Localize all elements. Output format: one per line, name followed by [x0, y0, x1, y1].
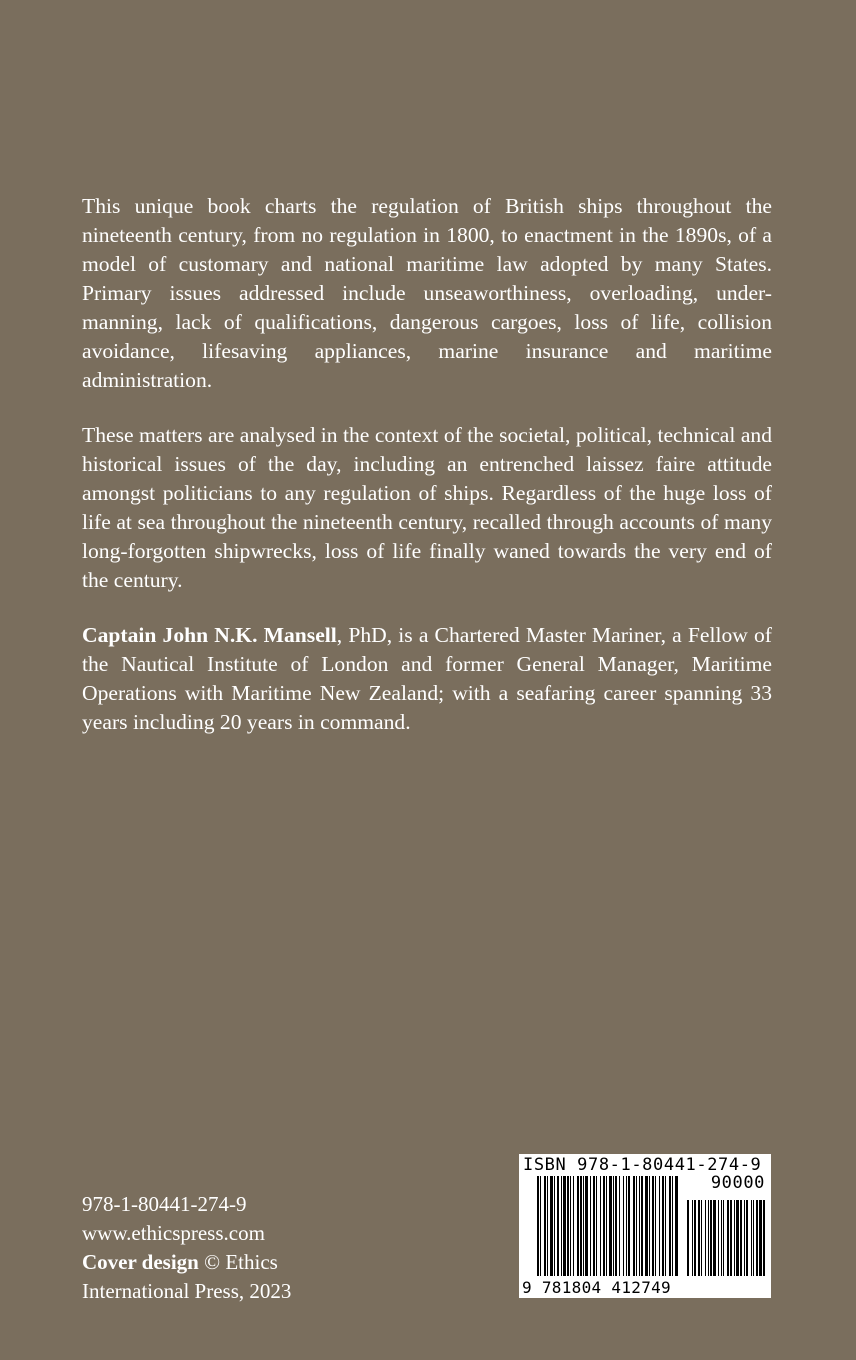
cover-design-owner: © Ethics: [198, 1250, 278, 1274]
barcode-bar: [751, 1200, 752, 1276]
barcode-bar: [590, 1176, 591, 1276]
barcode-bar: [759, 1200, 762, 1276]
barcode-bar: [713, 1200, 716, 1276]
barcode-bar: [659, 1176, 660, 1276]
author-bio-text: , PhD, is a Chartered Master Mariner, a Fellow of the Nautical Institute of London and former General Manager, Maritime Operations with Maritime New Zealand; with a seafaring career spanning 33 years including 20 years in command.: [82, 623, 772, 734]
barcode-bar: [675, 1176, 678, 1276]
barcode-price-code: 90000: [710, 1173, 765, 1193]
cover-design-credit: [82, 1248, 291, 1277]
barcode-bar: [593, 1176, 595, 1276]
blurb-paragraph-1: This unique book charts the regulation of British ships throughout the nineteenth century, from no regulation in 1800, to enactment in the 1890s, of a model of customary and national maritime law adopted by many States. Primary issues addressed include unseaworthiness, overloading, under-manning, lack of qualifications, dangerous cargoes, loss of life, collision avoidance, lifesaving appliances, marine insurance and maritime administration.: [82, 194, 772, 392]
barcode-bar: [570, 1176, 571, 1276]
barcode-bar: [580, 1176, 582, 1276]
barcode-bar: [669, 1176, 671, 1276]
barcode-bar: [723, 1200, 724, 1276]
barcode-bar: [694, 1200, 696, 1276]
barcode-bar: [652, 1176, 654, 1276]
cover-design-label: Cover design: [82, 1250, 199, 1274]
barcode-bar: [603, 1176, 605, 1276]
author-name: Captain John N.K. Mansell: [82, 623, 337, 647]
barcode-bar: [708, 1200, 709, 1276]
barcode-bar: [655, 1176, 656, 1276]
isbn-barcode: [519, 1154, 771, 1298]
barcode-bar: [698, 1200, 700, 1276]
barcode-bar: [628, 1176, 630, 1276]
barcode-bar: [615, 1176, 617, 1276]
author-bio: [82, 621, 772, 737]
barcode-bar: [639, 1176, 640, 1276]
barcode-bar: [626, 1176, 627, 1276]
barcode-bar: [540, 1176, 541, 1276]
barcode-bar: [692, 1200, 693, 1276]
barcode-bar: [763, 1200, 765, 1276]
barcode-bar: [753, 1200, 754, 1276]
barcode-bar: [550, 1176, 553, 1276]
back-cover-blurb: [82, 192, 772, 763]
barcode-bar: [687, 1200, 689, 1276]
barcode-bar: [756, 1200, 758, 1276]
publisher-website: www.ethicspress.com: [82, 1221, 265, 1245]
barcode-bar: [649, 1176, 650, 1276]
isbn-text: 978-1-80441-274-9: [82, 1192, 247, 1216]
barcode-bar: [641, 1176, 643, 1276]
imprint-block: [82, 1190, 291, 1306]
barcode-bar: [573, 1176, 574, 1276]
barcode-bar: [740, 1200, 742, 1276]
barcode-bar: [705, 1200, 706, 1276]
barcode-ean-digits: 9 781804 412749: [522, 1278, 671, 1297]
barcode-bar: [645, 1176, 648, 1276]
barcode-bar: [636, 1176, 637, 1276]
barcode-bar: [736, 1200, 739, 1276]
barcode-bar: [662, 1176, 664, 1276]
publisher-line: International Press, 2023: [82, 1279, 292, 1303]
barcode-bar: [567, 1176, 569, 1276]
barcode-bar: [596, 1176, 597, 1276]
barcode-bar: [544, 1176, 546, 1276]
barcode-bar: [606, 1176, 607, 1276]
barcode-bar: [718, 1200, 719, 1276]
barcode-bar: [701, 1200, 702, 1276]
barcode-bar: [609, 1176, 612, 1276]
barcode-bar: [744, 1200, 745, 1276]
barcode-bar: [619, 1176, 620, 1276]
barcode-bar: [721, 1200, 722, 1276]
blurb-paragraph-2: These matters are analysed in the context of the societal, political, technical and historical issues of the day, including an entrenched laissez faire attitude amongst politicians to any regulation of ships. Regardless of the huge loss of life at sea throughout the nineteenth century, recalled through accounts of many long-forgotten shipwrecks, loss of life finally waned towards the very end of the century.: [82, 423, 772, 592]
barcode-bar: [583, 1176, 584, 1276]
barcode-bar: [537, 1176, 539, 1276]
barcode-bar: [746, 1200, 748, 1276]
barcode-bar: [585, 1176, 588, 1276]
barcode-bar: [623, 1176, 624, 1276]
barcode-bar: [727, 1200, 729, 1276]
barcode-bar: [577, 1176, 579, 1276]
barcode-bar: [563, 1176, 566, 1276]
barcode-bar: [665, 1176, 666, 1276]
barcode-bar: [672, 1176, 673, 1276]
barcode-bar: [730, 1200, 732, 1276]
barcode-bar: [633, 1176, 635, 1276]
barcode-bar: [557, 1176, 559, 1276]
barcode-isbn-label: ISBN 978-1-80441-274-9: [523, 1155, 762, 1175]
barcode-bar: [547, 1176, 548, 1276]
barcode-bar: [734, 1200, 735, 1276]
barcode-bar: [613, 1176, 614, 1276]
barcode-bar: [561, 1176, 562, 1276]
barcode-bar: [554, 1176, 555, 1276]
barcode-bar: [710, 1200, 712, 1276]
barcode-bar: [600, 1176, 601, 1276]
